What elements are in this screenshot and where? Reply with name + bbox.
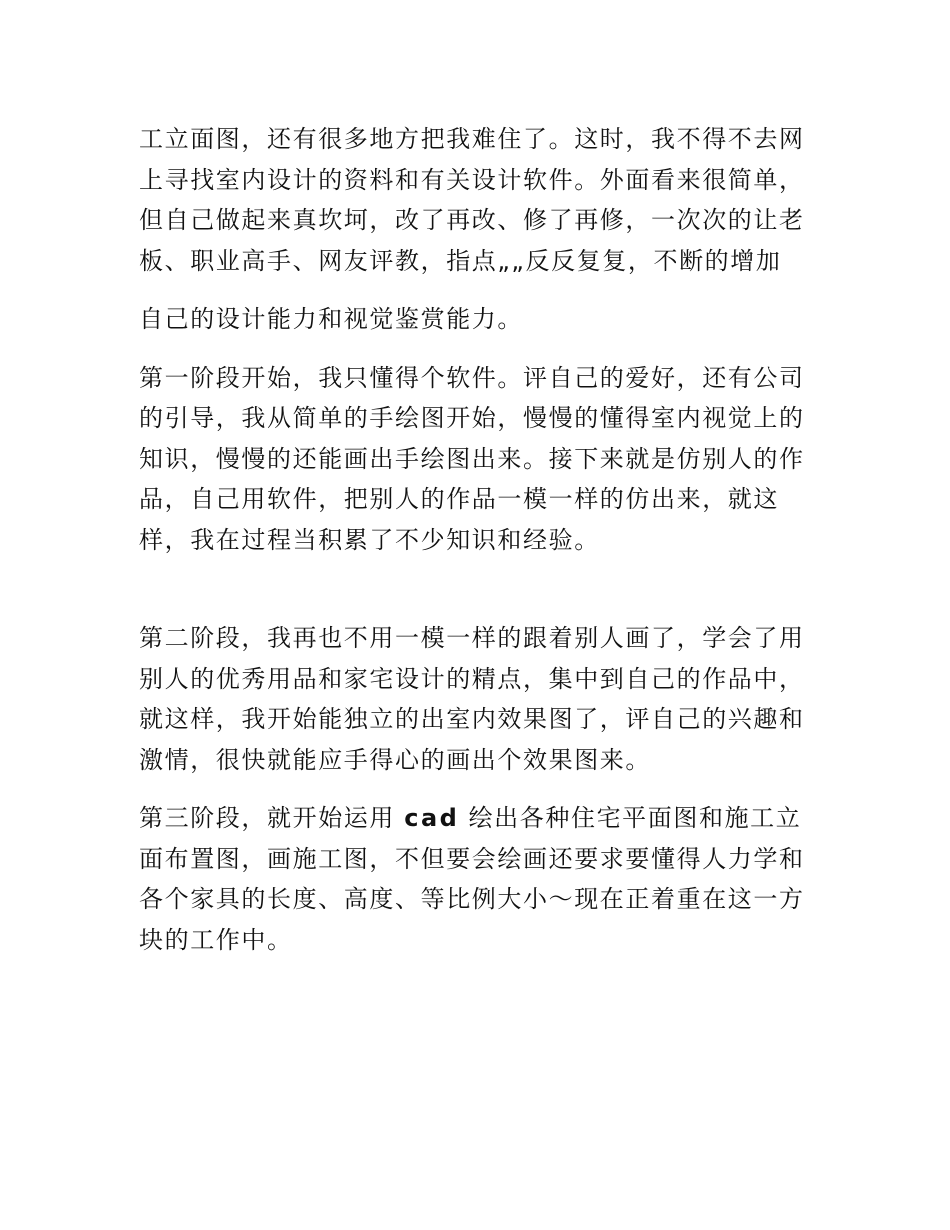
paragraph-4: 第二阶段，我再也不用一模一样的跟着别人画了，学会了用别人的优秀用品和家宅设计的精点，集中到自己的作品中，就这样，我开始能独立的出室内效果图了，评自己的兴趣和激情，很快就能应手得心的画出个效果图来。	[139, 624, 805, 774]
paragraph-5-text-after: 绘出各种住宅平面图和施工立面布置图，画施工图，不但要会绘画还要求要懂得人力学和各个家具的长度、高度、等比例大小～现在正着重在这一方块的工作中。	[139, 804, 805, 954]
paragraph-2: 自己的设计能力和视觉鉴赏能力。	[139, 305, 523, 333]
paragraph-1: 工立面图，还有很多地方把我难住了。这时，我不得不去网上寻找室内设计的资料和有关设计软件。外面看来很简单，但自己做起来真坎坷，改了再改、修了再修，一次次的让老板、职业高手、网友评教，指点„„反反复复，不断的增加	[139, 125, 805, 275]
paragraph-5	[139, 798, 807, 960]
cad-term: cad	[404, 804, 460, 832]
document-body	[139, 119, 807, 960]
paragraph-3: 第一阶段开始，我只懂得个软件。评自己的爱好，还有公司的引导，我从简单的手绘图开始，慢慢的懂得室内视觉上的知识，慢慢的还能画出手绘图出来。接下来就是仿别人的作品，自己用软件，把别人的作品一模一样的仿出来，就这样，我在过程当积累了不少知识和经验。	[139, 363, 805, 554]
paragraph-5-text-before: 第三阶段，就开始运用	[139, 804, 405, 832]
